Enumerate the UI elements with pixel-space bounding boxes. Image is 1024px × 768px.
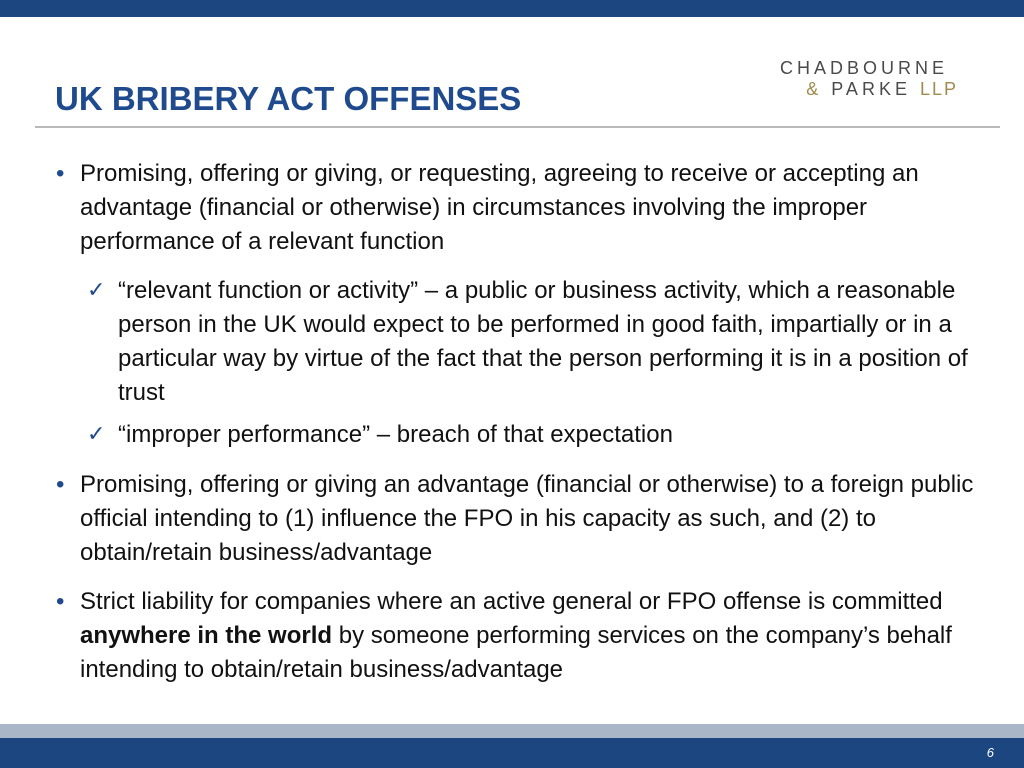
round-bullet-icon: •	[56, 160, 65, 187]
sub-bullet-item-2	[56, 418, 986, 452]
slide-content	[56, 157, 986, 702]
logo-line-2	[780, 79, 960, 99]
bullet-text-before: Strict liability for companies where an active general or FPO offense is committed	[80, 588, 943, 615]
title-divider	[35, 126, 1000, 128]
logo-ampersand: &	[806, 79, 823, 99]
sub-bullet-list	[56, 274, 986, 452]
footer-light-band	[0, 724, 1024, 738]
company-logo	[780, 57, 960, 99]
bullet-item-1	[56, 157, 986, 259]
round-bullet-icon: •	[56, 471, 65, 498]
top-accent-bar	[0, 0, 1024, 17]
logo-parke: PARKE	[831, 79, 911, 99]
slide-title: UK BRIBERY ACT OFFENSES	[55, 80, 522, 117]
bullet-item-2	[56, 468, 986, 570]
checkmark-icon: ✓	[87, 278, 106, 303]
bullet-emphasis: anywhere in the world	[80, 622, 333, 649]
round-bullet-icon: •	[56, 588, 65, 615]
sub-bullet-text: “relevant function or activity” – a public or business activity, which a reasonable person in the UK would expect to be performed in good faith, impartially or in a particular way by virtue of the fact that the person performing it is in a position of trust	[118, 277, 968, 406]
footer-bar	[0, 738, 1024, 768]
sub-bullet-text: “improper performance” – breach of that expectation	[118, 421, 673, 448]
bullet-item-3	[56, 585, 986, 687]
sub-bullet-item-1	[56, 274, 986, 410]
checkmark-icon: ✓	[87, 422, 106, 447]
bullet-text: Promising, offering or giving an advantage (financial or otherwise) to a foreign public official intending to (1) influence the FPO in his capacity as such, and (2) to obtain/retain business/advantage	[80, 471, 974, 566]
bullet-text: Promising, offering or giving, or requesting, agreeing to receive or accepting an advantage (financial or otherwise) in circumstances involving the improper performance of a relevant function	[80, 160, 919, 255]
logo-line-1: CHADBOURNE	[780, 58, 949, 78]
bullet-text-after: by someone performing services on the company’s behalf intending to obtain/retain business/advantage	[80, 622, 952, 683]
logo-llp: LLP	[919, 79, 958, 99]
page-number: 6	[986, 745, 994, 760]
